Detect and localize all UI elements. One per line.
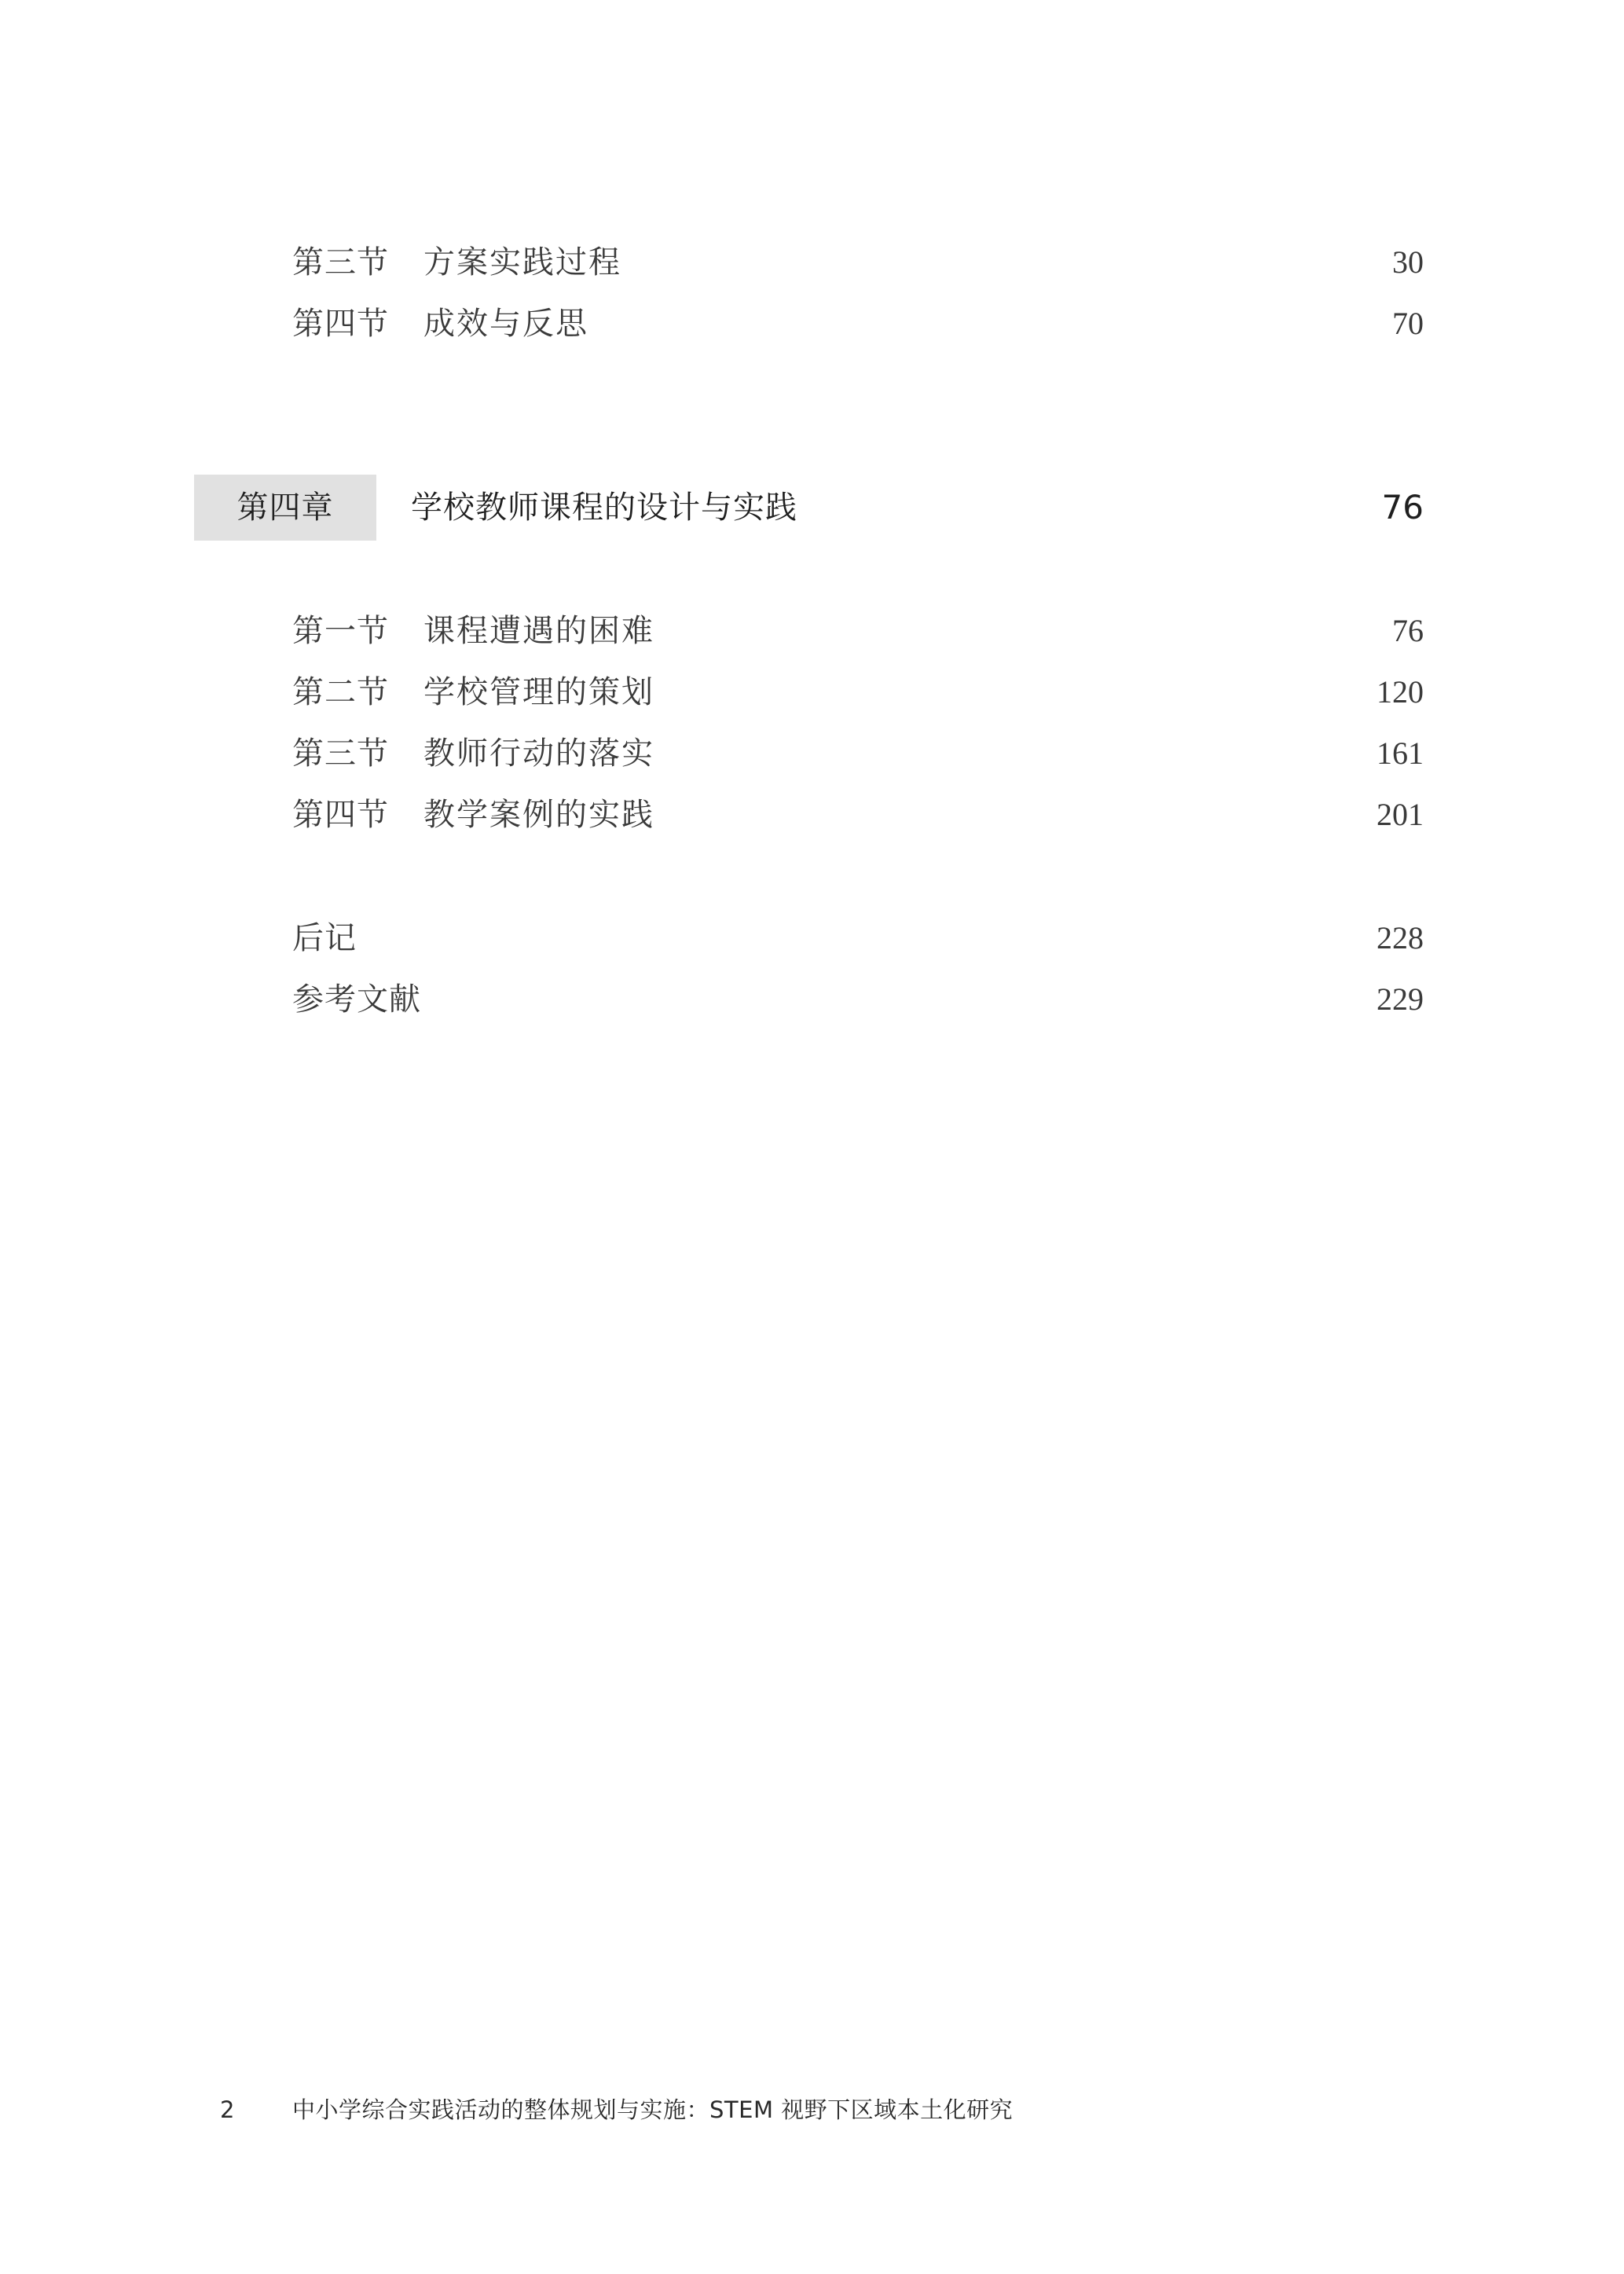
toc-entry[interactable] — [292, 791, 1424, 838]
chapter-page-number: 76 — [1381, 488, 1424, 526]
page-number: 76 — [1392, 613, 1424, 648]
running-title: 中小学综合实践活动的整体规划与实施：STEM 视野下区域本土化研究 — [292, 2096, 1014, 2123]
toc-entry-afterword[interactable] — [292, 915, 1424, 962]
section-title: 教师行动的落实 — [423, 735, 654, 772]
chapter-heading[interactable] — [194, 475, 1424, 541]
section-number: 第四节 — [292, 797, 389, 833]
section-title: 学校管理的策划 — [423, 674, 654, 710]
folio-page-number: 2 — [220, 2096, 235, 2123]
toc-entry[interactable] — [292, 730, 1424, 777]
section-number: 第三节 — [292, 244, 389, 281]
page-number: 229 — [1377, 981, 1424, 1017]
section-title: 成效与反思 — [423, 306, 588, 342]
page-number: 201 — [1377, 797, 1424, 832]
section-number: 第二节 — [292, 674, 389, 710]
section-title: 方案实践过程 — [423, 244, 621, 281]
toc-entry[interactable] — [292, 669, 1424, 716]
section-title: 课程遭遇的困难 — [423, 613, 654, 649]
entry-title: 后记 — [292, 920, 357, 956]
entry-title: 参考文献 — [292, 981, 421, 1018]
section-number: 第一节 — [292, 613, 389, 649]
toc-entry[interactable] — [292, 607, 1424, 655]
page-number: 161 — [1377, 735, 1424, 771]
chapter-title: 学校教师课程的设计与实践 — [411, 490, 797, 526]
toc-entry-references[interactable] — [292, 976, 1424, 1023]
chapter-label: 第四章 — [236, 490, 334, 526]
section-number: 第三节 — [292, 735, 389, 772]
page-number: 228 — [1377, 920, 1424, 955]
toc-entry[interactable] — [292, 300, 1424, 347]
page-number: 70 — [1392, 306, 1424, 341]
page-number: 120 — [1377, 674, 1424, 710]
section-title: 教学案例的实践 — [423, 797, 654, 833]
page-number: 30 — [1392, 244, 1424, 280]
toc-entry[interactable] — [292, 239, 1424, 286]
section-number: 第四节 — [292, 306, 389, 342]
